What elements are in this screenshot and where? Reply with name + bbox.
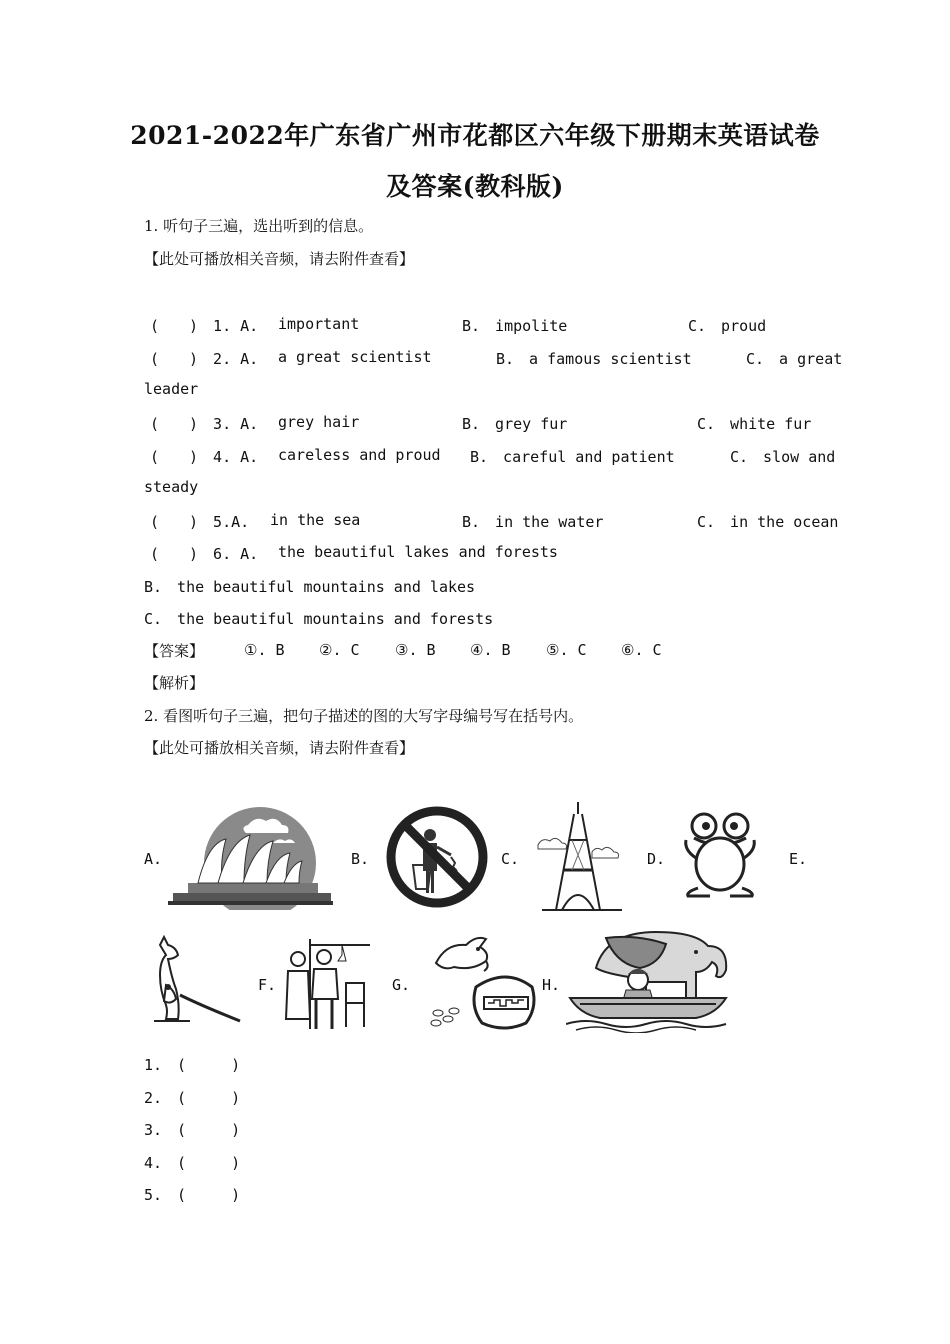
q1-item-4-option-a: careless and proud bbox=[278, 446, 441, 464]
q1-item-4-option-b: B. careful and patient bbox=[470, 448, 675, 466]
old-couple-picture bbox=[282, 937, 372, 1031]
q1-item-2-option-c: C. a great bbox=[746, 350, 843, 368]
q1-item-2-num: ( ) 2. A. bbox=[150, 350, 259, 368]
q1-item-1-num: ( ) 1. A. bbox=[150, 317, 259, 335]
opera-house-picture bbox=[168, 805, 333, 910]
crow-and-pitcher-picture bbox=[426, 933, 538, 1033]
q2-blank-1[interactable]: 1. ( ) bbox=[144, 1056, 241, 1074]
q2-picture-label-a: A. bbox=[144, 850, 163, 868]
q1-item-5-option-c: C. in the ocean bbox=[697, 513, 839, 531]
q1-item-5-option-b: B. in the water bbox=[462, 513, 604, 531]
q1-item-3-num: ( ) 3. A. bbox=[150, 415, 259, 433]
q1-item-5-num: ( ) 5.A. bbox=[150, 513, 250, 531]
q1-item-6-option-b: B. the beautiful mountains and lakes bbox=[144, 578, 476, 596]
q1-item-3-option-c: C. white fur bbox=[697, 415, 812, 433]
q1-answer-6: ⑥. C bbox=[621, 641, 662, 659]
q2-blank-2[interactable]: 2. ( ) bbox=[144, 1089, 241, 1107]
q2-picture-label-f: F. bbox=[258, 976, 277, 994]
q1-item-4-wrap: steady bbox=[144, 478, 199, 496]
q1-answer-5: ⑤. C bbox=[546, 641, 587, 659]
q1-item-2-wrap: leader bbox=[144, 380, 199, 398]
q1-answer-4: ④. B bbox=[470, 641, 511, 659]
q1-item-6-option-a: the beautiful lakes and forests bbox=[278, 543, 558, 561]
elephant-and-boat-picture bbox=[566, 928, 731, 1033]
q1-answer-1: ①. B bbox=[244, 641, 285, 659]
q1-audio-note: 【此处可播放相关音频，请去附件查看】 bbox=[144, 250, 415, 268]
q2-blank-5[interactable]: 5. ( ) bbox=[144, 1186, 241, 1204]
eiffel-tower-picture bbox=[532, 800, 632, 915]
q1-item-3-option-a: grey hair bbox=[278, 413, 360, 431]
q1-item-3-option-b: B. grey fur bbox=[462, 415, 568, 433]
q1-item-2-option-a: a great scientist bbox=[278, 348, 432, 366]
q1-answer-2: ②. C bbox=[319, 641, 360, 659]
q1-item-4-num: ( ) 4. A. bbox=[150, 448, 259, 466]
q1-item-1-option-a: important bbox=[278, 315, 360, 333]
q2-audio-note: 【此处可播放相关音频，请去附件查看】 bbox=[144, 739, 415, 757]
q2-picture-label-h: H. bbox=[542, 976, 561, 994]
q2-picture-label-c: C. bbox=[501, 850, 520, 868]
q1-answer-3: ③. B bbox=[395, 641, 436, 659]
q2-stem: 2. 看图听句子三遍，把句子描述的图的大写字母编号写在括号内。 bbox=[144, 707, 584, 725]
q1-item-1-option-c: C. proud bbox=[688, 317, 767, 335]
document-title-line1: 2021-2022年广东省广州市花都区六年级下册期末英语试卷 bbox=[130, 121, 820, 150]
frog-picture bbox=[680, 808, 760, 900]
q1-answer-label: 【答案】 bbox=[144, 642, 205, 660]
q2-blank-3[interactable]: 3. ( ) bbox=[144, 1121, 241, 1139]
q2-blank-4[interactable]: 4. ( ) bbox=[144, 1154, 241, 1172]
q1-item-6-option-c: C. the beautiful mountains and forests bbox=[144, 610, 494, 628]
q1-stem: 1. 听句子三遍，选出听到的信息。 bbox=[144, 217, 374, 235]
q2-picture-label-d: D. bbox=[647, 850, 666, 868]
q2-picture-label-e: E. bbox=[789, 850, 808, 868]
no-littering-sign-picture bbox=[385, 805, 490, 910]
q1-item-4-option-c: C. slow and bbox=[730, 448, 836, 466]
q1-item-5-option-a: in the sea bbox=[270, 511, 361, 529]
q1-item-6-num: ( ) 6. A. bbox=[150, 545, 259, 563]
q2-picture-label-b: B. bbox=[351, 850, 370, 868]
q1-item-2-option-b: B. a famous scientist bbox=[496, 350, 692, 368]
q1-item-1-option-b: B. impolite bbox=[462, 317, 568, 335]
kangaroo-picture bbox=[150, 935, 245, 1025]
document-title-line2: 及答案(教科版) bbox=[386, 172, 564, 201]
q1-analysis-label: 【解析】 bbox=[144, 674, 205, 692]
q2-picture-label-g: G. bbox=[392, 976, 411, 994]
